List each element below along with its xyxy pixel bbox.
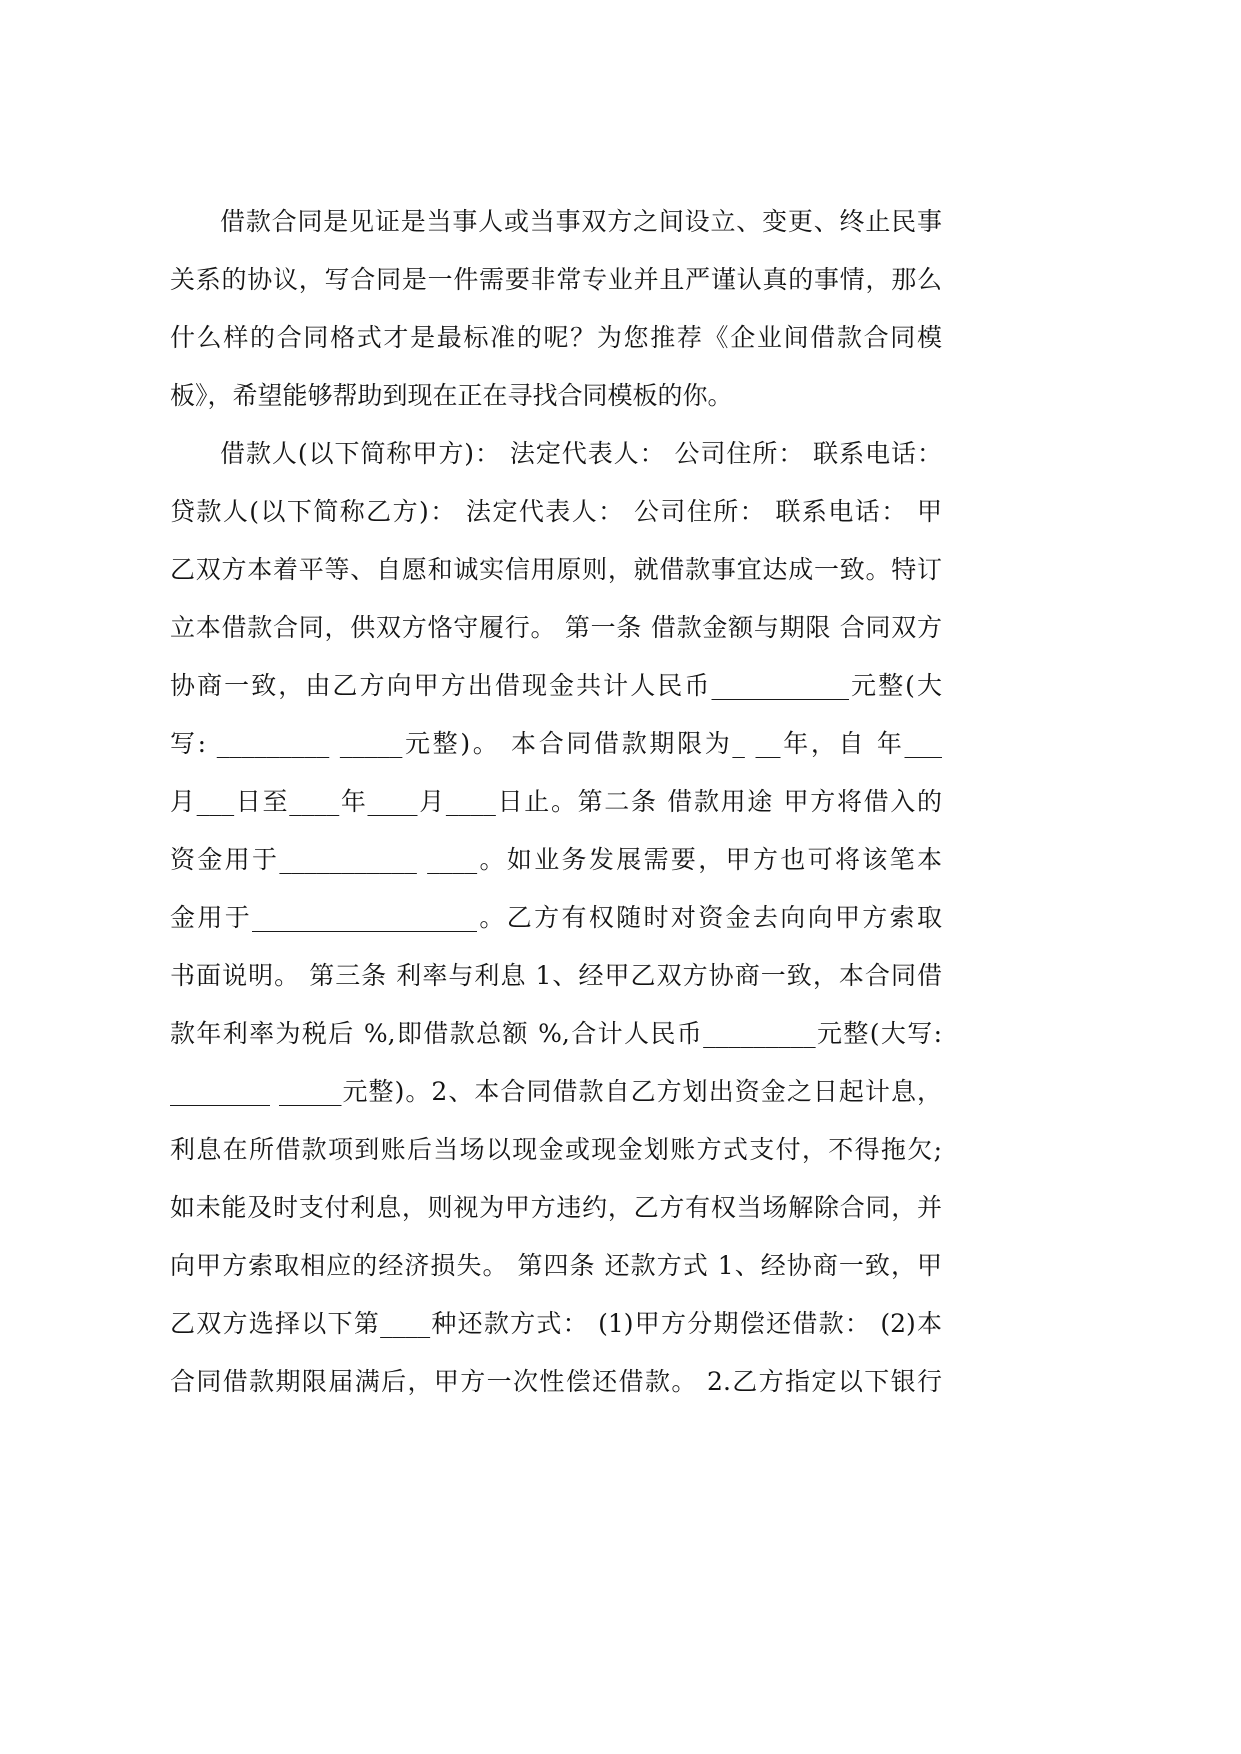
text-line: 写: _________ _____元整)。 本合同借款期限为_ __年，自 年___ [170, 729, 942, 758]
text-line: 书面说明。 第三条 利率与利息 1、经甲乙双方协商一致，本合同借 [170, 961, 942, 990]
paragraph-contract-body [170, 425, 942, 1411]
text-line: ________ _____元整)。2、本合同借款自乙方划出资金之日起计息， [170, 1077, 942, 1106]
text-line: 立本借款合同，供双方恪守履行。 第一条 借款金额与期限 合同双方 [170, 613, 942, 642]
text-line: 款年利率为税后 %,即借款总额 %,合计人民币_________元整(大写: [170, 1019, 942, 1048]
text-line: 借款合同是见证是当事人或当事双方之间设立、变更、终止民事 [220, 207, 942, 236]
text-line: 协商一致，由乙方向甲方出借现金共计人民币___________元整(大 [170, 671, 942, 700]
text-line: 贷款人(以下简称乙方)： 法定代表人： 公司住所： 联系电话： 甲 [170, 497, 942, 526]
paragraph-intro [170, 193, 942, 425]
text-line: 合同借款期限届满后，甲方一次性偿还借款。 2.乙方指定以下银行 [170, 1367, 942, 1396]
text-line: 向甲方索取相应的经济损失。 第四条 还款方式 1、经协商一致，甲 [170, 1251, 942, 1280]
text-line: 乙双方本着平等、自愿和诚实信用原则，就借款事宜达成一致。特订 [170, 555, 942, 584]
text-line: 板》，希望能够帮助到现在正在寻找合同模板的你。 [170, 381, 733, 410]
text-line: 利息在所借款项到账后当场以现金或现金划账方式支付，不得拖欠; [170, 1135, 942, 1164]
text-line: 借款人(以下简称甲方)： 法定代表人： 公司住所： 联系电话： [220, 439, 942, 468]
text-line: 乙双方选择以下第____种还款方式： (1)甲方分期偿还借款： (2)本 [170, 1309, 942, 1338]
text-line: 什么样的合同格式才是最标准的呢？为您推荐《企业间借款合同模 [170, 323, 942, 352]
text-line: 月___日至____年____月____日止。第二条 借款用途 甲方将借入的 [170, 787, 942, 816]
text-line: 关系的协议，写合同是一件需要非常专业并且严谨认真的事情，那么 [170, 265, 942, 294]
document-body [170, 193, 942, 1411]
text-line: 金用于__________________。乙方有权随时对资金去向向甲方索取 [170, 903, 942, 932]
text-line: 如未能及时支付利息，则视为甲方违约，乙方有权当场解除合同，并 [170, 1193, 942, 1222]
text-line: 资金用于___________ ____。如业务发展需要，甲方也可将该笔本 [170, 845, 942, 874]
